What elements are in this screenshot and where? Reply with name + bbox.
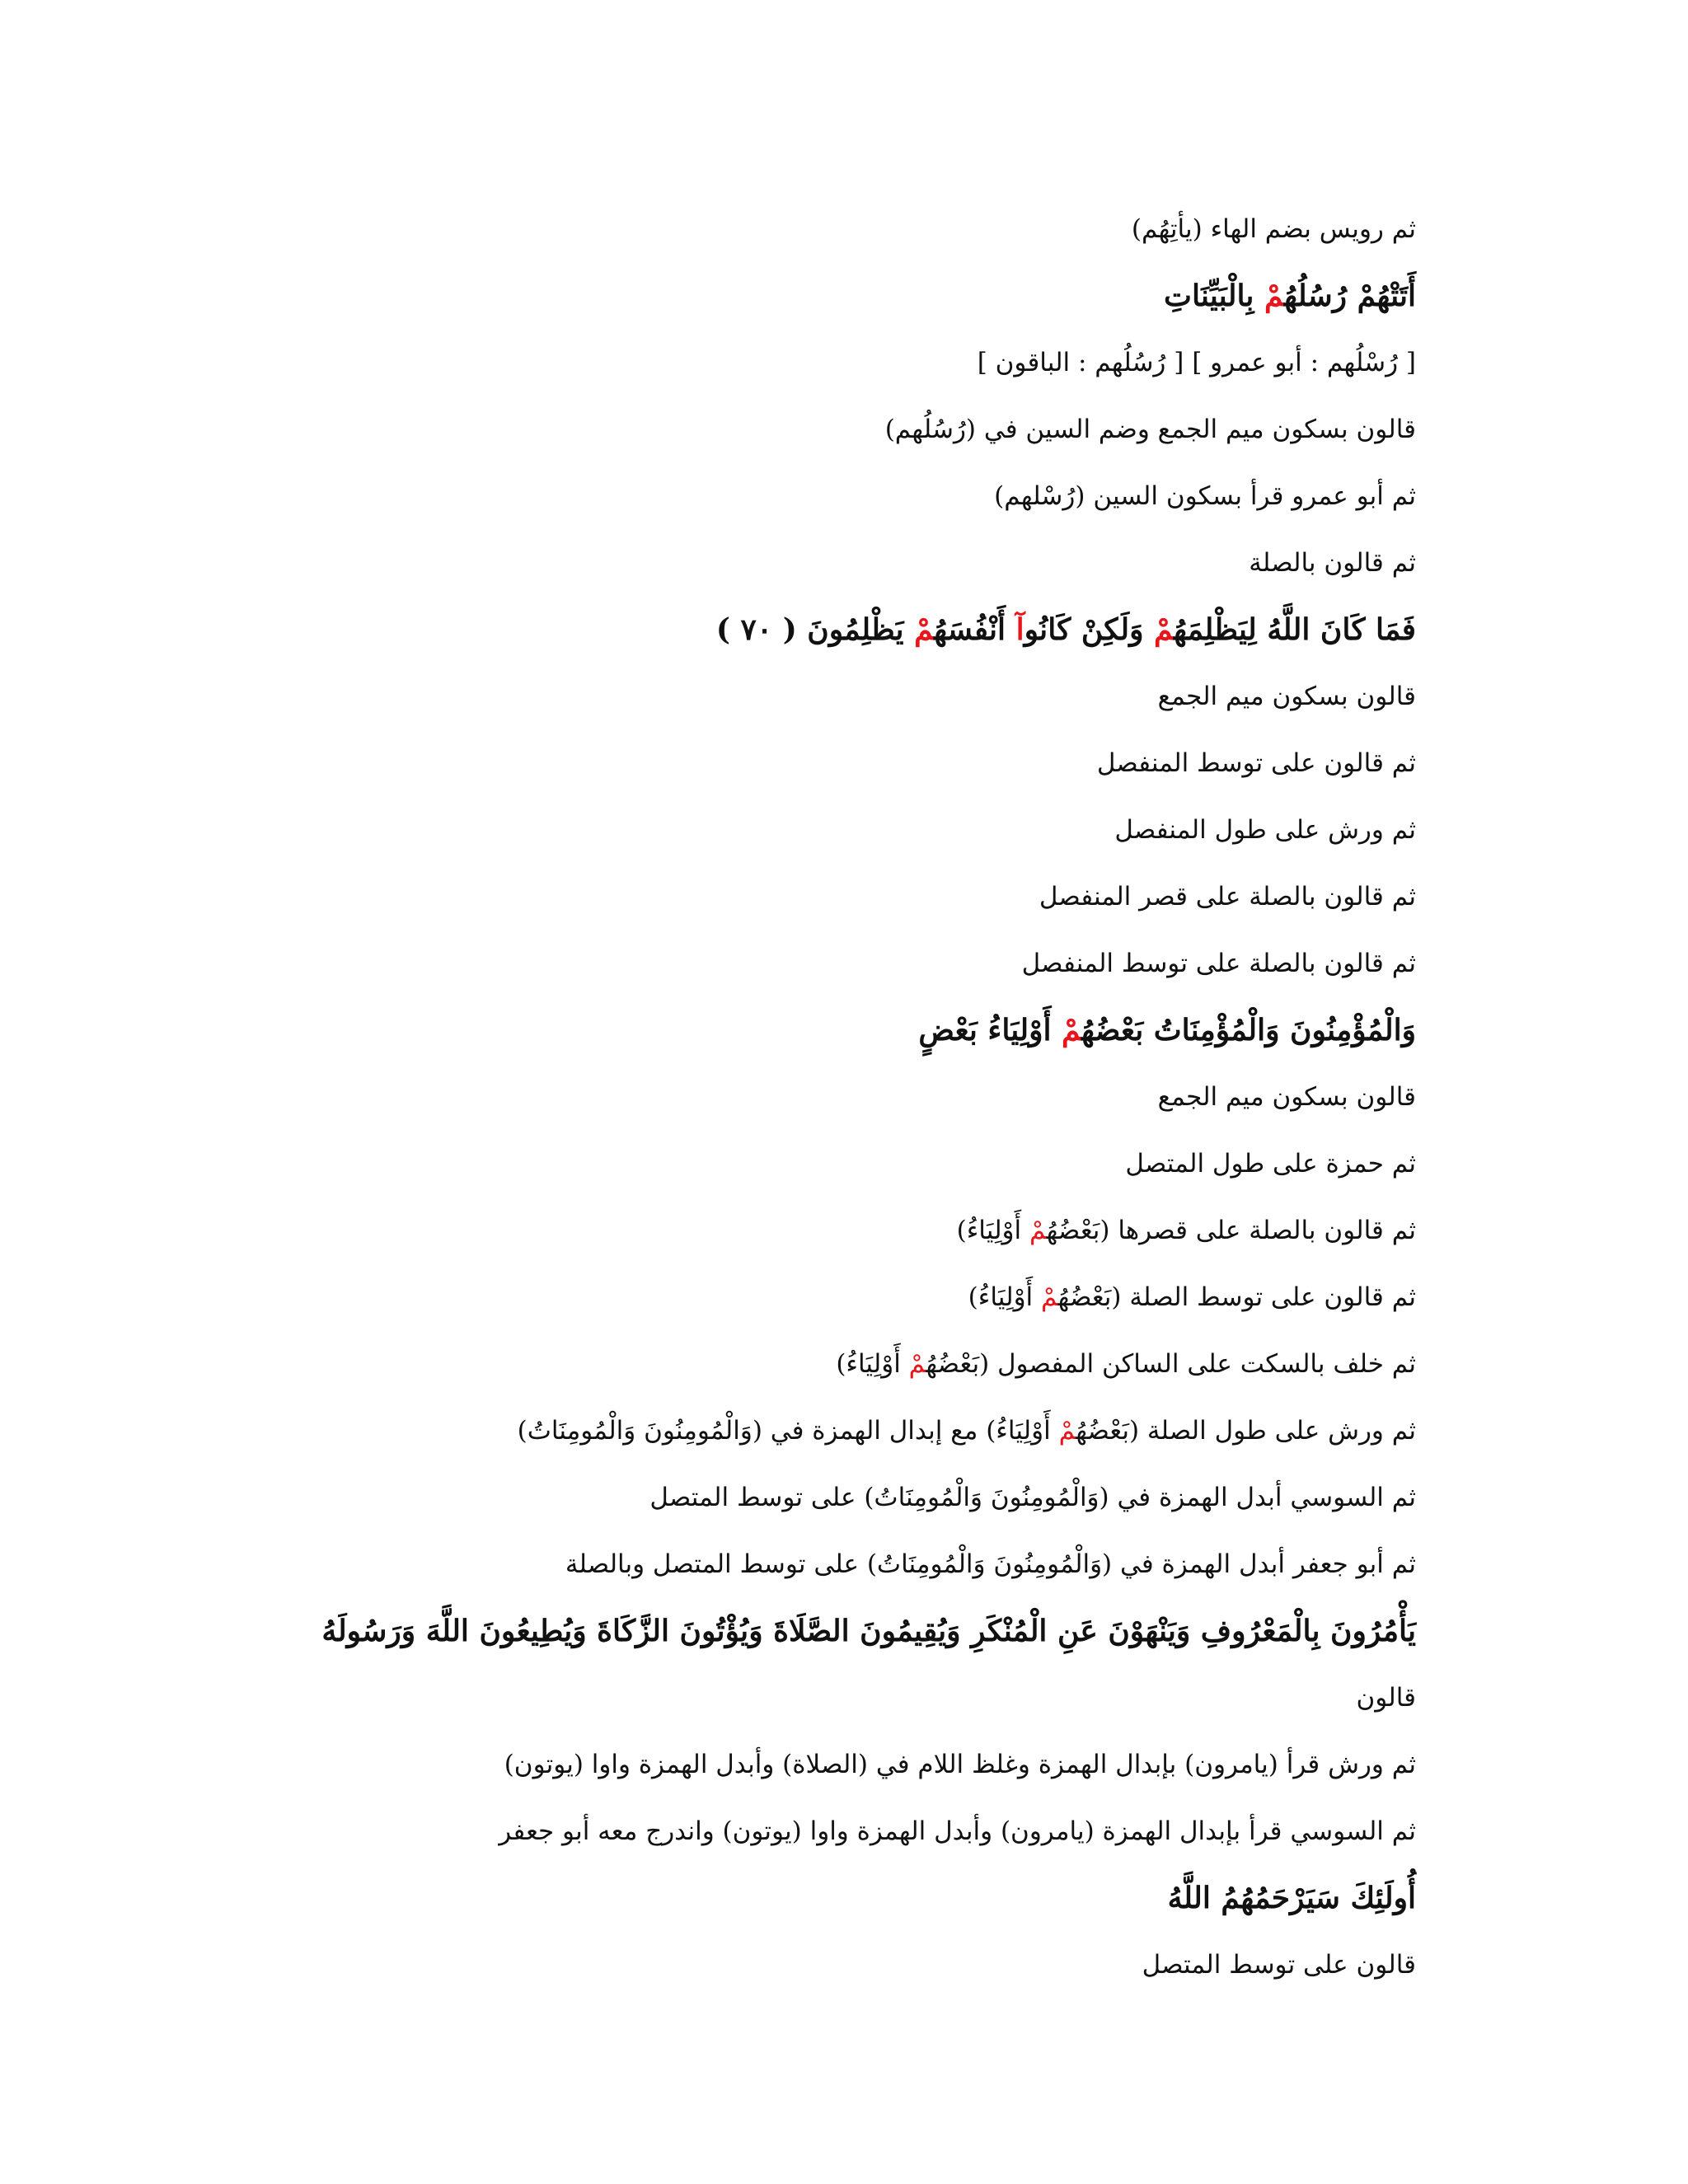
line-text: بِالْبَيِّنَاتِ [1164,279,1264,313]
note-line [180,463,1416,530]
note-line [180,663,1416,730]
line-text: قالون على توسط المتصل [1142,1950,1416,1980]
line-text: أَنْفُسَهُ [934,612,1016,647]
note-line [180,1732,1416,1798]
note-line [180,930,1416,997]
line-text: وَلَكِنْ كَانُو [1024,612,1155,647]
line-text: ثم السوسي أبدل الهمزة في (وَالْمُومِنُونَ وَالْمُومِنَاتُ) على توسط المتصل [649,1483,1416,1512]
line-text: فَمَا كَانَ اللَّهُ لِيَظْلِمَهُ [1173,612,1416,647]
line-text: ثم قالون بالصلة على قصرها (بَعْضُهُ [1046,1216,1416,1245]
highlighted-text: مْ [914,612,935,647]
note-line [180,1264,1416,1331]
line-text: أَوْلِيَاءُ) مع إبدال الهمزة في (وَالْمُومِنُونَ وَالْمُومِنَاتُ) [517,1416,1059,1446]
note-line [180,530,1416,597]
verse-line [180,1598,1416,1665]
line-text: ثم قالون بالصلة على توسط المنفصل [1021,949,1416,978]
line-text: ثم خلف بالسكت على الساكن المفصول (بَعْضُهُ [926,1349,1416,1379]
line-text: قالون [1356,1683,1416,1713]
line-text: قالون بسكون ميم الجمع [1157,682,1416,711]
document-lines [180,196,1416,1999]
verse-line [180,1865,1416,1932]
highlighted-text: مْ [1029,1216,1047,1245]
line-text: [ رُسْلُهم : أبو عمرو ] [ رُسُلُهم : الباقون ] [977,348,1416,377]
verse-line [180,263,1416,330]
highlighted-text: آ [1015,612,1025,647]
line-text: ثم ورش على طول المنفصل [1114,815,1416,845]
note-line [180,1331,1416,1398]
highlighted-text: مْ [908,1349,926,1379]
line-text: قالون بسكون ميم الجمع [1157,1082,1416,1112]
line-text: ثم ورش قرأ (يامرون) بإبدال الهمزة وغلظ اللام في (الصلاة) وأبدل الهمزة واوا (يوتون) [504,1750,1416,1779]
line-text: أَوْلِيَاءُ) [956,1216,1029,1245]
line-text: أَتَتْهُمْ رُسُلُهُ [1283,279,1416,313]
note-line [180,330,1416,396]
note-line [180,196,1416,263]
note-line [180,1798,1416,1865]
note-line [180,797,1416,864]
line-text: ثم حمزة على طول المتصل [1125,1149,1416,1179]
line-text: ثم قالون بالصلة [1249,548,1416,578]
line-text: ثم قالون بالصلة على قصر المنفصل [1039,882,1416,912]
line-text: أَوْلِيَاءُ بَعْضٍ [918,1013,1062,1047]
highlighted-text: مْ [1154,612,1174,647]
line-text: ثم قالون على توسط المنفصل [1096,748,1416,778]
line-text: وَالْمُؤْمِنُونَ وَالْمُؤْمِنَاتُ بَعْضُهُ [1081,1013,1416,1047]
verse-line [180,997,1416,1064]
highlighted-text: مْ [1264,279,1284,313]
note-line [180,1531,1416,1598]
line-text: ثم قالون على توسط الصلة (بَعْضُهُ [1057,1282,1416,1312]
note-line [180,1398,1416,1465]
line-text: ثم السوسي قرأ بإبدال الهمزة (يامرون) وأبدل الهمزة واوا (يوتون) واندرج معه أبو جعفر [499,1816,1416,1846]
line-text: ثم رويس بضم الهاء (يأتِهُم) [1131,214,1416,244]
line-text: ثم أبو جعفر أبدل الهمزة في (وَالْمُومِنُونَ وَالْمُومِنَاتُ) على توسط المتصل وبالصلة [565,1549,1416,1579]
note-line [180,864,1416,930]
note-line [180,396,1416,463]
line-text: ثم أبو عمرو قرأ بسكون السين (رُسْلهم) [994,481,1416,511]
line-text: أُولَئِكَ سَيَرْحَمُهُمُ اللَّهُ [1167,1881,1416,1915]
note-line [180,1064,1416,1131]
note-line [180,1197,1416,1264]
note-line [180,1465,1416,1531]
note-line [180,1665,1416,1732]
highlighted-text: مْ [1041,1282,1058,1312]
note-line [180,730,1416,797]
line-text: يَظْلِمُونَ ( ٧٠ ) [715,612,915,647]
highlighted-text: مْ [1058,1416,1076,1446]
line-text: أَوْلِيَاءُ) [968,1282,1042,1312]
line-text: يَأْمُرُونَ بِالْمَعْرُوفِ وَيَنْهَوْنَ عَنِ الْمُنْكَرِ وَيُقِيمُونَ الصَّلَاةَ وَيُؤْتُونَ الزَّكَاةَ وَيُطِيعُونَ اللَّهَ وَرَسُولَهُ [321,1614,1416,1648]
verse-line [180,597,1416,663]
note-line [180,1131,1416,1197]
line-text: قالون بسكون ميم الجمع وضم السين في (رُسُلُهم) [884,415,1416,444]
highlighted-text: مْ [1062,1013,1082,1047]
line-text: أَوْلِيَاءُ) [836,1349,909,1379]
line-text: ثم ورش على طول الصلة (بَعْضُهُ [1076,1416,1416,1446]
note-line [180,1932,1416,1999]
